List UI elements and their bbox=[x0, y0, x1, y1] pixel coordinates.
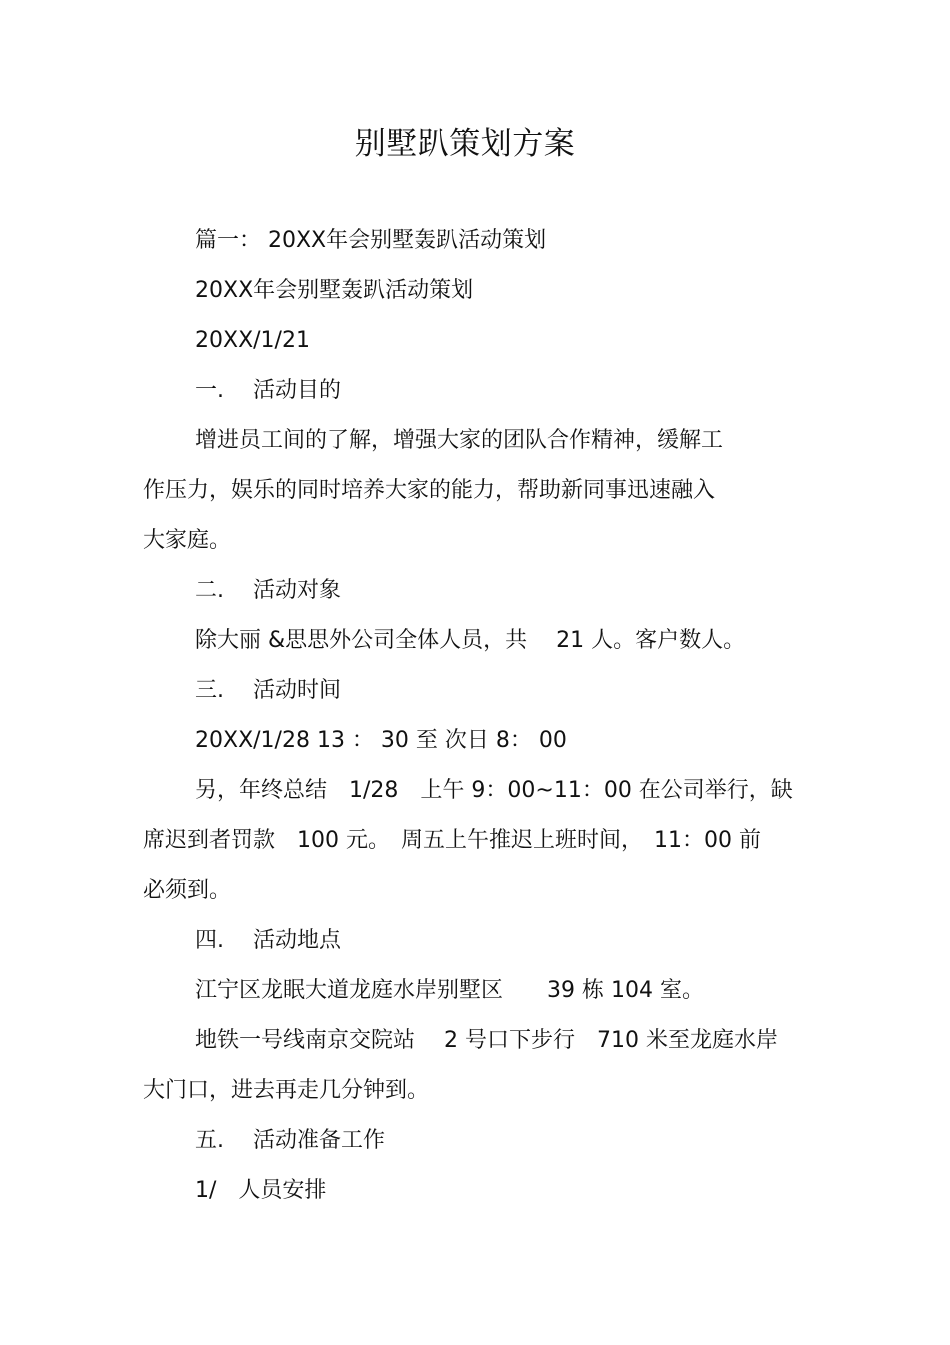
paragraph-line: 20XX/1/28 13 ： 30 至 次日 8： 00 bbox=[195, 728, 567, 753]
section-heading-time: 三. 活动时间 bbox=[195, 678, 341, 703]
paragraph-line: 地铁一号线南京交院站 2 号口下步行 710 米至龙庭水岸 bbox=[195, 1028, 778, 1053]
paragraph-line: 除大丽 &思思外公司全体人员，共 21 人。客户数人。 bbox=[195, 628, 746, 653]
paragraph-line: 增进员工间的了解，增强大家的团队合作精神，缓解工 bbox=[195, 428, 724, 453]
section-heading-preparation: 五. 活动准备工作 bbox=[195, 1128, 385, 1153]
document-title: 别墅趴策划方案 bbox=[354, 126, 576, 162]
paragraph-line: 必须到。 bbox=[143, 878, 232, 903]
paragraph-line: 江宁区龙眠大道龙庭水岸别墅区 39 栋 104 室。 bbox=[195, 978, 704, 1003]
paragraph-line: 作压力，娱乐的同时培养大家的能力，帮助新同事迅速融入 bbox=[143, 478, 716, 503]
subsection-heading-staffing: 1/ 人员安排 bbox=[195, 1178, 327, 1203]
paragraph-line: 大家庭。 bbox=[143, 528, 232, 553]
paragraph-line: 大门口，进去再走几分钟到。 bbox=[143, 1078, 430, 1103]
section-heading-audience: 二. 活动对象 bbox=[195, 578, 341, 603]
chapter-heading: 篇一： 20XX年会别墅轰趴活动策划 bbox=[195, 228, 547, 253]
plan-subtitle: 20XX年会别墅轰趴活动策划 bbox=[195, 278, 474, 303]
section-heading-purpose: 一. 活动目的 bbox=[195, 378, 341, 403]
section-heading-location: 四. 活动地点 bbox=[195, 928, 341, 953]
plan-date: 20XX/1/21 bbox=[195, 328, 310, 353]
paragraph-line: 席迟到者罚款 100 元。 周五上午推迟上班时间， 11：00 前 bbox=[143, 828, 761, 853]
paragraph-line: 另，年终总结 1/28 上午 9：00~11：00 在公司举行，缺 bbox=[195, 778, 793, 803]
